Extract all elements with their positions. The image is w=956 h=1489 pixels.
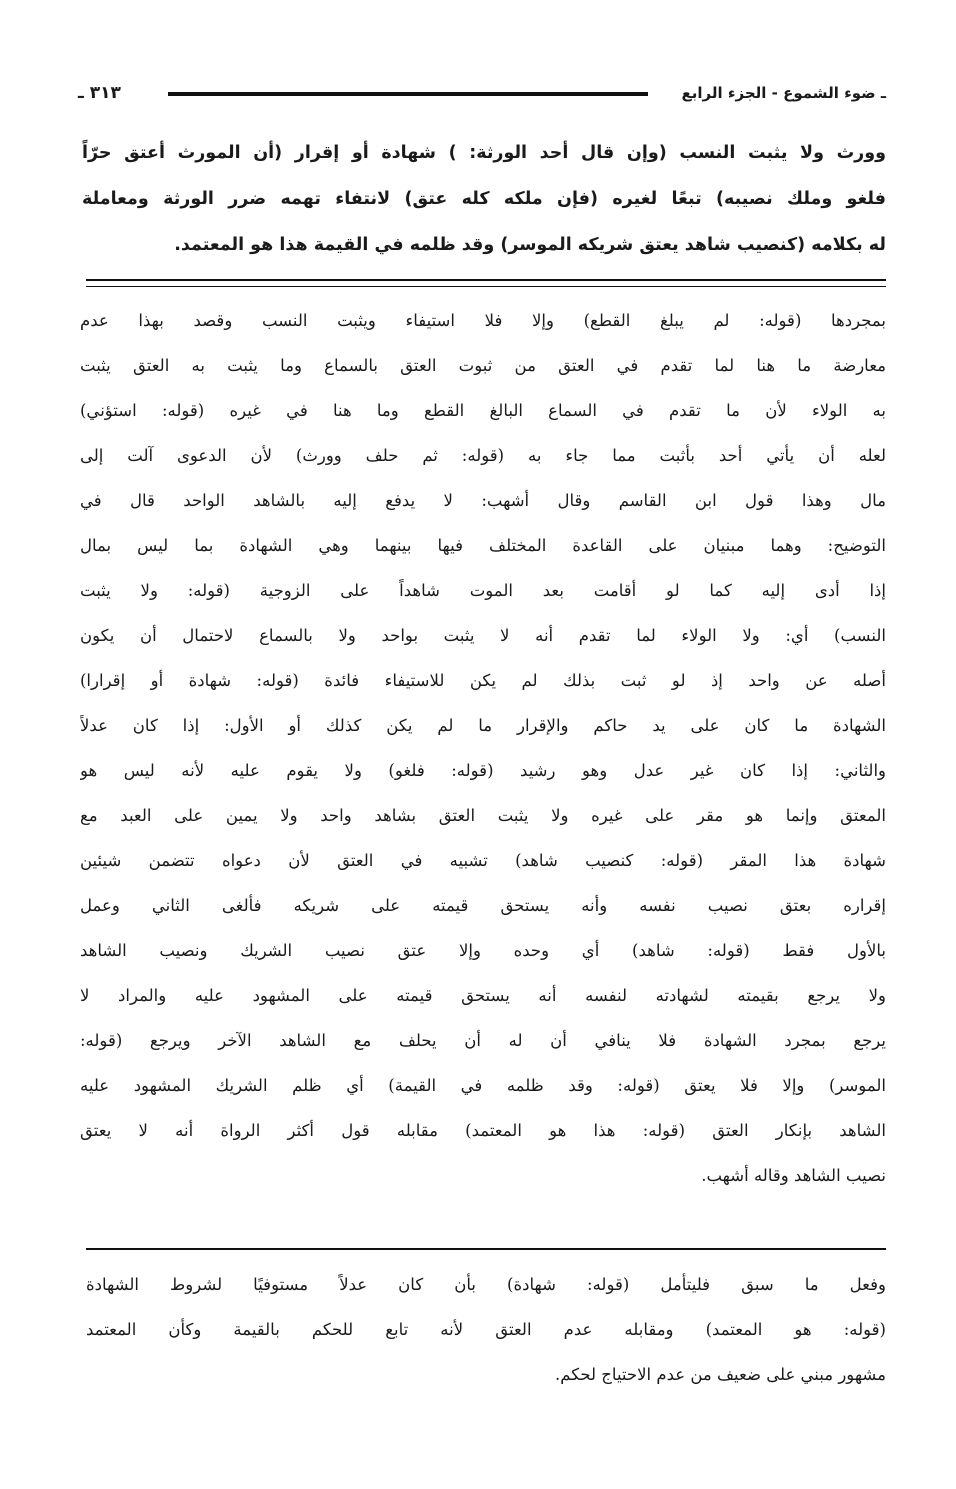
- commentary-line: لعله أن يأتي أحد بأثبت مما جاء به (قوله: ثم حلف وورث) لأن الدعوى آلت إلى: [80, 446, 886, 465]
- commentary-line: الشاهد بإنكار العتق (قوله: هذا هو المعتمد) مقابله قول أكثر الرواة أنه لا يعتق: [80, 1121, 886, 1140]
- commentary-line: أصله عن واحد إذ لو ثبت بذلك لم يكن للاستيفاء فائدة (قوله: شهادة أو إقرارا): [80, 671, 886, 690]
- commentary-line: إذا أدى إليه كما لو أقامت بعد الموت شاهداً على الزوجية (قوله: ولا يثبت: [80, 581, 886, 600]
- commentary-line: شهادة هذا المقر (قوله: كنصيب شاهد) تشبيه في العتق لأن دعواه تتضمن شيئين: [80, 851, 886, 870]
- footnote-divider: [86, 1248, 886, 1250]
- main-text-line: فلغو وملك نصيبه) تبعًا لغيره (فإن ملكه كله عتق) لانتفاء تهمه ضرر الورثة ومعاملة: [82, 189, 886, 209]
- main-text-line: له بكلامه (كنصيب شاهد يعتق شريكه الموسر) وقد ظلمه في القيمة هذا هو المعتمد.: [174, 235, 886, 255]
- running-title: ـ ضوء الشموع - الجزء الرابع: [681, 84, 886, 102]
- header-rule: [168, 92, 648, 96]
- page-header: [78, 78, 886, 108]
- commentary-line: مال وهذا قول ابن القاسم وقال أشهب: لا يدفع إليه بالشاهد الواحد قال في: [80, 491, 886, 510]
- section-divider: [86, 279, 886, 287]
- footnote-line: مشهور مبني على ضعيف من عدم الاحتياج لحكم.: [555, 1365, 886, 1384]
- footnote-line: وفعل ما سبق فليتأمل (قوله: شهادة) بأن كان عدلاً مستوفيًا لشروط الشهادة: [86, 1275, 886, 1294]
- commentary-line: ولا يرجع بقيمته لشهادته لنفسه أنه يستحق قيمته على المشهود عليه والمراد لا: [80, 986, 886, 1005]
- commentary-line: بمجردها (قوله: لم يبلغ القطع) وإلا فلا استيفاء ويثبت النسب وقصد بهذا عدم: [80, 311, 886, 330]
- commentary: [80, 298, 886, 1198]
- main-text-line: وورث ولا يثبت النسب (وإن قال أحد الورثة: ) شهادة أو إقرار (أن المورث أعتق حرّاً: [82, 143, 886, 163]
- commentary-line: به الولاء لأن ما تقدم في السماع البالغ القطع وما هنا في غيره (قوله: استؤني): [80, 401, 886, 420]
- commentary-line: المعتق وإنما هو مقر على غيره ولا يثبت العتق بشاهد واحد ولا يمين على العبد مع: [80, 806, 886, 825]
- main-text: [82, 130, 886, 268]
- commentary-line: يرجع بمجرد الشهادة فلا ينافي أن له أن يحلف مع الشاهد الآخر ويرجع (قوله:: [80, 1031, 886, 1050]
- footnote-line: (قوله: هو المعتمد) ومقابله عدم العتق لأنه تابع للحكم بالقيمة وكأن المعتمد: [86, 1320, 886, 1339]
- commentary-line: معارضة ما هنا لما تقدم في العتق من ثبوت العتق بالسماع وما يثبت به العتق يثبت: [80, 356, 886, 375]
- commentary-line: إقراره بعتق نصيب نفسه وأنه يستحق قيمته على شريكه فألغى الثاني وعمل: [80, 896, 886, 915]
- commentary-line: بالأول فقط (قوله: شاهد) أي وحده وإلا عتق نصيب الشريك ونصيب الشاهد: [80, 941, 886, 960]
- commentary-line: الموسر) وإلا فلا يعتق (قوله: وقد ظلمه في القيمة) أي ظلم الشريك المشهود عليه: [80, 1076, 886, 1095]
- commentary-line: نصيب الشاهد وقاله أشهب.: [701, 1166, 886, 1185]
- footnote: [86, 1262, 886, 1397]
- commentary-line: التوضيح: وهما مبنيان على القاعدة المختلف فيها بينهما وهي الشهادة بما ليس بمال: [80, 536, 886, 555]
- commentary-line: الشهادة ما كان على يد حاكم والإقرار ما لم يكن كذلك أو الأول: إذا كان عدلاً: [80, 716, 886, 735]
- commentary-line: النسب) أي: ولا الولاء لما تقدم أنه لا يثبت بواحد ولا بالسماع لاحتمال أن يكون: [80, 626, 886, 645]
- page-number: ٣١٣ ـ: [78, 83, 121, 103]
- commentary-line: والثاني: إذا كان غير عدل وهو رشيد (قوله: فلغو) ولا يقوم عليه لأنه ليس هو: [80, 761, 886, 780]
